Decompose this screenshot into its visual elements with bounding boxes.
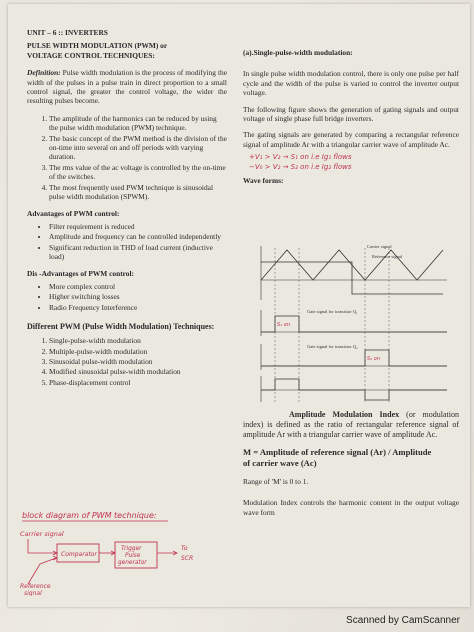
- pwm-points-list: [27, 114, 227, 202]
- m-formula-line2: of carrier wave (Ac): [243, 458, 317, 468]
- definition-label: Definition:: [27, 68, 61, 78]
- advantages-title: Advantages of PWM control:: [27, 208, 120, 218]
- ami-title: Amplitude Modulation Index: [289, 410, 400, 419]
- single-pulse-paragraph-3: The gating signals are generated by comparing a rectangular reference signal of amplitude Ar with a triangular carrier wave of amplitude Ac.: [243, 130, 459, 149]
- m-formula-line1: M = Amplitude of reference signal (Ar) / Amplitude: [243, 447, 432, 457]
- disadvantages-title: Dis -Advantages of PWM control:: [27, 268, 135, 278]
- modulation-index-text: Modulation Index controls the harmonic content in the output voltage wave form: [243, 498, 459, 517]
- technique-item: 3. Sinusoidal pulse-width modulation: [49, 357, 227, 366]
- pulse-label: Pulse: [125, 553, 141, 559]
- technique-item: 4. Modified sinusoidal pulse-width modulation: [49, 367, 227, 376]
- advantage-item: • Significant reduction in THD of load current (inductive load): [49, 243, 227, 262]
- block-diagram-title: block diagram of PWM technique:: [22, 511, 157, 520]
- to-scr-to: To: [181, 545, 188, 552]
- to-scr-scr: SCR: [181, 555, 194, 562]
- trigger-label: Trigger: [121, 546, 142, 552]
- pwm-point: 2. The basic concept of the PWM method is the division of the on-time into several on and off periods with varying duration.: [49, 134, 227, 162]
- scanner-footer: Scanned by CamScanner: [346, 615, 460, 626]
- waveform-figure: [247, 240, 452, 405]
- carrier-signal-caption: Carrier signal: [367, 244, 392, 249]
- pwm-point: 3. The rms value of the ac voltage is controlled by the on-time of the switches.: [49, 163, 227, 182]
- comparator-label: Comparator: [61, 551, 97, 558]
- pwm-point: 4. The most frequently used PWM technique is sinusoidal pulse width modulation (SPWM).: [49, 183, 227, 202]
- s1-on-label: S₁ on: [277, 322, 290, 328]
- unit-title: UNIT – 6 :: INVERTERS: [27, 28, 108, 37]
- advantages-list: [27, 222, 227, 262]
- definition-paragraph: [27, 68, 227, 106]
- left-column: [27, 28, 227, 394]
- advantage-item: • Filter requirement is reduced: [49, 222, 227, 231]
- single-pulse-paragraph-2: The following figure shows the generation of gating signals and output voltage of single phase full bridge inverters.: [243, 104, 459, 124]
- single-pulse-title: (a).Single-pulse-width modulation:: [243, 48, 353, 57]
- technique-item: 2. Multiple-pulse-width modulation: [49, 347, 227, 356]
- techniques-title: Different PWM (Pulse Width Modulation) Techniques:: [27, 322, 215, 332]
- range-text: Range of 'M' is 0 to 1.: [243, 477, 309, 486]
- technique-item: 1. Single-pulse-width modulation: [49, 336, 227, 345]
- handwritten-note-1: +V₁ > V₂ → S₁ on i.e Ig₁ flows: [249, 153, 352, 162]
- pwm-heading-line2: VOLTAGE CONTROL TECHNIQUES:: [27, 50, 155, 60]
- disadvantage-item: • Higher switching losses: [49, 292, 227, 301]
- ami-text: (or modulation index) is defined as the ratio of rectangular reference signal of amplitude Ar with a triangular carrier wave of amplitude Ac.: [243, 410, 459, 439]
- technique-item: 5. Phase-displacement control: [49, 378, 227, 387]
- disadvantage-item: • Radio Frequency Interference: [49, 303, 227, 312]
- handwritten-note-2: −V₀ > V₂ → S₂ on i.e Ig₂ flows: [249, 162, 352, 171]
- gate-q2-caption: Gate signal for transistor Q₂: [307, 344, 358, 349]
- pwm-heading-line1: PULSE WIDTH MODULATION (PWM) or: [27, 41, 168, 51]
- definition-text: Pulse width modulation is the process of modifying the width of the pulses in a pulse train in direct proportion to a small control signal, the greater the control voltage, the wider the resulting pulses become.: [27, 68, 227, 106]
- reference-signal-caption: Reference signal: [372, 254, 403, 259]
- disadvantages-list: [27, 282, 227, 312]
- gate-signal-q2: [261, 350, 447, 366]
- right-column: [243, 48, 459, 187]
- wave-forms-title: Wave forms:: [243, 176, 284, 186]
- techniques-list: [27, 336, 227, 387]
- reference-signal-label-2: signal: [24, 590, 42, 596]
- single-pulse-paragraph-1: In single pulse width modulation control, there is only one pulse per half cycle and the width of the pulse is varied to control the inverter output voltage.: [243, 69, 459, 98]
- s2-on-label: S₂ on: [367, 356, 380, 362]
- advantage-item: • Amplitude and frequency can be controlled independently: [49, 232, 227, 241]
- output-voltage: [261, 379, 447, 400]
- ami-paragraph: [243, 410, 459, 440]
- handwritten-block-diagram: [18, 508, 233, 596]
- pwm-point: 1. The amplitude of the harmonics can be reduced by using the pulse width modulation (PWM) technique.: [49, 114, 227, 133]
- generator-label: generator: [118, 560, 147, 566]
- gate-q1-caption: Gate signal for transistor Q₁: [307, 309, 358, 314]
- right-column-lower: [243, 410, 459, 524]
- reference-signal-label-1: Reference: [20, 583, 51, 590]
- carrier-signal-label: Carrier signal: [20, 530, 64, 538]
- disadvantage-item: • More complex control: [49, 282, 227, 291]
